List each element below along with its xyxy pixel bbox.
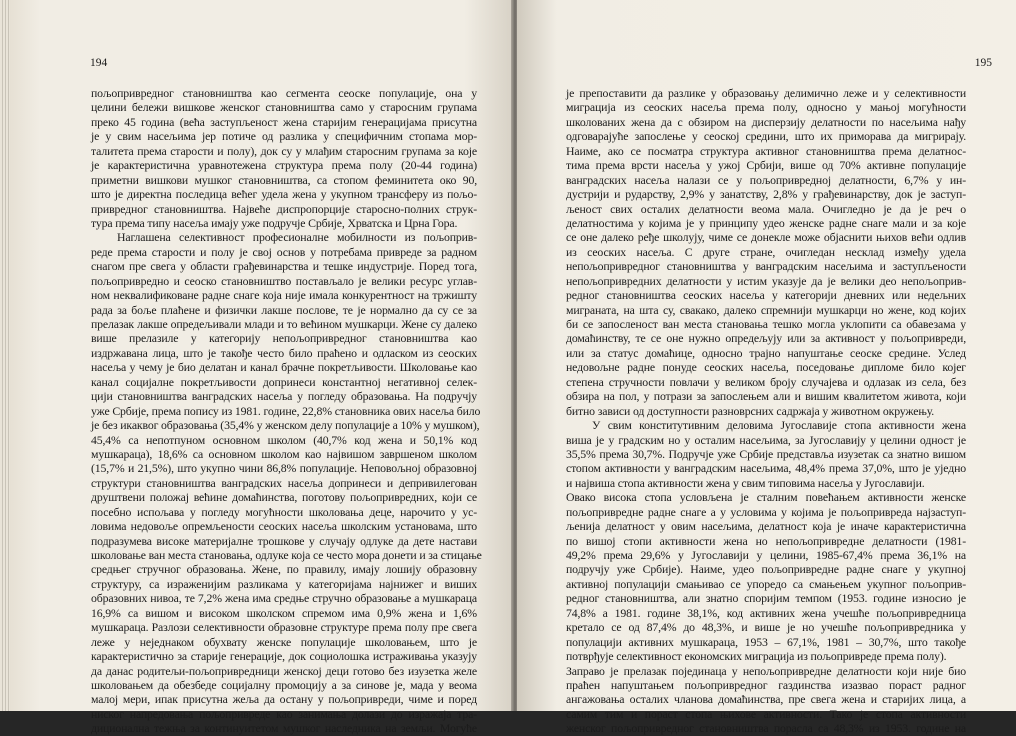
text-line: битно зависи од доступности разноврсних садржаја у животном окружењу. xyxy=(566,403,935,418)
text-line: структури становништва ванградских насеља допринеси и депривилегован xyxy=(91,475,477,490)
text-line: праћен напуштањем пољопривредног газдинства изазвао пораст радног xyxy=(566,677,966,692)
text-line: непољопривредних делатности у истим указује да је велики део непољоприв- xyxy=(566,273,966,288)
text-line: делатностима у којима је у принципу удео женске радне снаге мали и за које xyxy=(566,215,966,230)
text-line: је у свим насељима јер потиче од разлика у специфичним стопама мор- xyxy=(91,129,477,144)
text-line: се оне далеко ређе школују, чиме се донекле може објаснити њихов већи одлив xyxy=(566,230,966,245)
text-line: талитета према старости и полу), док су у млађим старосним групама за које xyxy=(91,143,477,158)
text-line: редног становништва сеоских насеља у категорији дневних или недељних xyxy=(566,288,966,303)
text-line: миграната, на шта су, свакако, далеко спремнији мушкарци но жене, код којих xyxy=(566,302,966,317)
text-line: је карактеристична уравнотежена структура према полу (20-44 година) xyxy=(91,158,477,173)
text-line: диционална тежња за континуитетом мушког наследника на земљи. Могуће xyxy=(91,721,477,736)
text-line: подразумева високе материјалне трошкове у случају одлуке да дете настави xyxy=(91,533,477,548)
text-line: обзира на пол, у потрази за запослењем али и вишим квалитетом живота, који xyxy=(566,389,966,404)
text-line: више прелазиле у категорију непољопривредног становништва као xyxy=(91,331,477,346)
text-line: 35,5% према 30,7%. Подручје уже Србије представља изузетак са знатно вишом xyxy=(566,446,966,461)
text-line: мушкараца), 18,6% са основном школом као највишом завршеном школом xyxy=(91,446,477,461)
text-line: домаћинству, те се оне нужно опредељују или за активност у пољопривреди, xyxy=(566,331,966,346)
text-line: школовање ван места становања, одлуке која се често мора донети и за стицање xyxy=(91,548,482,562)
text-line: насеља у чему је био делатан и канал брачне покретљивости. Школовање као xyxy=(91,360,477,375)
right-page-body xyxy=(566,86,966,736)
text-line: непољопривредног становништва у ванградским насељима и заступљености xyxy=(566,259,966,274)
text-line: школовањем да обезбеде социјалну промоцију а за синове је, мада у веома xyxy=(91,677,477,692)
text-line: рада за боље плаћене и физички лакше послове, те је нормално да су се за xyxy=(91,302,477,317)
text-line: недовољне радне понуде сеоских насеља, поседовање дипломе било којег xyxy=(566,360,966,375)
text-line: реде према старости и полу је свој основ у потребама привреде за радном xyxy=(91,244,477,259)
text-line: ном неквалификоване радне снаге која није имала конкурентност на тржишту xyxy=(91,288,477,303)
text-line: канал социјалне покретљивости допринеси константној негативној селек- xyxy=(91,374,477,389)
text-line: да данас родитељи-пољопривредници женској деци готово без изузетка желе xyxy=(91,663,477,678)
text-line: ванградских насеља налази се у пољопривредној делатности, 6,7% у ин- xyxy=(566,172,966,187)
text-line: ловима недовоље опремљености сеоских насеља школским установама, што xyxy=(91,519,477,534)
text-line: женског пољопривредног становништва порасла са 48,3% из 1953. године на xyxy=(566,721,966,736)
text-line: пољопривредног становништва као сегмента сеоске популације, она у xyxy=(91,86,477,100)
text-line: редног становништва, али знатно споријим темпом (1953. године износио је xyxy=(566,591,966,606)
text-line: или за статус домаћице, односно трајно напуштање сеоске средине. Услед xyxy=(566,345,966,360)
text-line: дустрији и рударству, 2,9% у занатству, 2,8% у грађевинарству, док је заступ- xyxy=(566,187,966,202)
text-line: малој мери, ипак присутна жеља да остану у пољопривреди, чиме и поред xyxy=(91,692,477,707)
text-line: је препоставити да разлике у образовању делимично леже и у селективности xyxy=(566,86,966,100)
text-line: тима према врсти насеља у ужој Србији, више од 70% активне популације xyxy=(566,158,966,173)
text-line: ниског напредовања пољопривреде као занимања долази до изражаја тра- xyxy=(91,706,477,721)
text-line: популацији активних мушкараца, 1953 – 67,1%, 1981 – 30,7%, што такође xyxy=(566,634,966,649)
text-line: самим тим и пораст стопа њихове активности. Тако је стопа активности xyxy=(566,706,966,721)
text-line: цији становништва ванградских насеља у погледу образовања. На подручју xyxy=(91,389,477,404)
text-line: пољопривредно и сеоско становништво постављало је велики ресурс углав- xyxy=(91,273,477,288)
text-line: 74,8% а 1981. године 38,1%, код активних жена учешће пољопривредница xyxy=(566,605,966,620)
text-line: мушкараца. Разлози селективности образовне структуре према полу пре свега xyxy=(91,620,477,635)
text-line: љеност свих осталих делатности веома мала. Очигледно је да је реч о xyxy=(566,201,966,216)
text-line: кретало се од 87,4% до 48,3%, и више је но учешће пољопривредника у xyxy=(566,620,966,635)
left-page-body xyxy=(91,86,482,736)
text-line: привредног становништва. Највеће диспропорције старосно-полних струк- xyxy=(91,201,477,216)
text-line: снагом пре свега у области грађевинарства и тешке индустрије. Поред тога, xyxy=(91,259,477,274)
text-line: 16,9% са вишом и високом школском спремом има 0,9% жена и 1,6% xyxy=(91,605,477,620)
text-line: ангажовања осталих чланова домаћинства, пре свега жена и старијих лица, а xyxy=(566,692,966,707)
text-line: уже Србије, према попису из 1981. године, 22,8% становника ових насеља било xyxy=(91,403,481,418)
text-line: подручју уже Србије). Наиме, удео пољопривредне радне снаге у укупној xyxy=(566,562,966,577)
text-line: што је директна последица већег удела жена у укупном трансферу из пољо- xyxy=(91,187,477,202)
text-line: Наглашена селективност професионалне мобилности из пољоприв- xyxy=(117,230,477,245)
text-line: целини бележи вишкове женског становништва само у старосним групама xyxy=(91,100,477,115)
text-line: структуру, са израженијим разликама у категоријама најнижег и виших xyxy=(91,576,477,591)
text-line: одговарајуће запослење у сеоској средини, што их примoрава да мигрирају. xyxy=(566,129,966,144)
text-line: прелазак лакше опредељивали млади и то већином мушкарци. Жене су далеко xyxy=(91,317,477,331)
text-line: виша је у градским но у осталим насељима, за Југославију у целини одност је xyxy=(566,432,966,447)
page-number-left: 194 xyxy=(90,57,108,69)
text-line: Наиме, ако се посматра структура активног становништва према делатнос- xyxy=(566,143,966,158)
text-line: тура према типу насеља имају уже подручје Србије, Хрватска и Црна Гора. xyxy=(91,215,458,230)
text-line: приметни вишкови мушког становништва, са стопом феминитета око 90, xyxy=(91,172,477,187)
right-page xyxy=(517,0,1016,736)
text-line: 49,2% према 29,6% у Југославији у целини, 1985-67,4% према 36,1% на xyxy=(566,548,966,562)
text-line: потврђује селективност економских миграција из пољопривреде према полу). xyxy=(566,649,947,664)
text-line: по вишој стопи активности жена но непољопривредне делатности (1981- xyxy=(566,533,966,548)
text-line: и највиша стопа активности жена у свим типовима насеља у Југославији. xyxy=(566,475,925,490)
text-line: је без икаквог образовања (35,4% у женском делу популације а 10% у мушком), xyxy=(91,418,480,433)
text-line: образовних нивоа, те 7,2% жена има средње стручно образовање а мушкараца xyxy=(91,591,477,606)
left-page xyxy=(10,0,515,736)
text-line: из сеоских насеља. С друге стране, очигледан несклад између удела xyxy=(566,244,966,259)
text-line: школованих жена да с обзиром на дисперзију делатности по насељима нађу xyxy=(566,114,966,129)
text-line: Заправо је прелазак појединаца у непољопривредне делатности који није био xyxy=(566,663,966,678)
text-line: би се запосленост ван места становања тешко могла уклопити са обавезама у xyxy=(566,317,966,331)
page-number-right: 195 xyxy=(974,57,992,69)
text-line: активној популацији смањивао се упоредо са смањењем укупног пољоприв- xyxy=(566,576,966,591)
text-line: стопом активности у ванградским насељима, 48,4% према 37,0%, што је уједно xyxy=(566,461,966,476)
text-line: преко 45 година (већа заступљеност жена старијим генерацијама присутна xyxy=(91,114,477,129)
text-line: (15,7% и 21,5%), што укупно чини 86,8% популације. Неповољној образовној xyxy=(91,461,477,476)
text-line: Овако висока стопа условљена је сталним повећањем активности женске xyxy=(566,490,966,505)
text-line: издржавана лица, што је такође често било праћено и одласком из сеоских xyxy=(91,345,477,360)
text-line: карактеристично за старије генерације, док социолошка истраживања указују xyxy=(91,649,477,664)
text-line: степена стручности повлачи у великом броју случајева и одлазак из села, без xyxy=(566,374,966,389)
text-line: миграција из сеоских насеља према полу, односно у мањој могућности xyxy=(566,100,966,115)
text-line: средњег стручног образовања. Жене, по правилу, имају лошију образовну xyxy=(91,562,477,577)
text-line: љенија делатност у овим насељима, делатност која је иначе карактеристична xyxy=(566,519,966,534)
text-line: 45,4% са непотпуном основном школом (40,7% код жена и 50,1% код xyxy=(91,432,477,447)
text-line: У свим конститутивним деловима Југославије стопа активности жена xyxy=(592,418,966,433)
text-line: друштвени положај већине домаћинства, поготову пољопривредних, који се xyxy=(91,490,477,505)
text-line: леже у неједнаком обухвату женске популације школовањем, што је xyxy=(91,634,477,649)
text-line: пољопривредне радне снаге а у условима у којима је пољопривреда најзаступ- xyxy=(566,504,966,519)
text-line: посебно испољава у погледу могућности школовања деце, нарочито у ус- xyxy=(91,504,477,519)
